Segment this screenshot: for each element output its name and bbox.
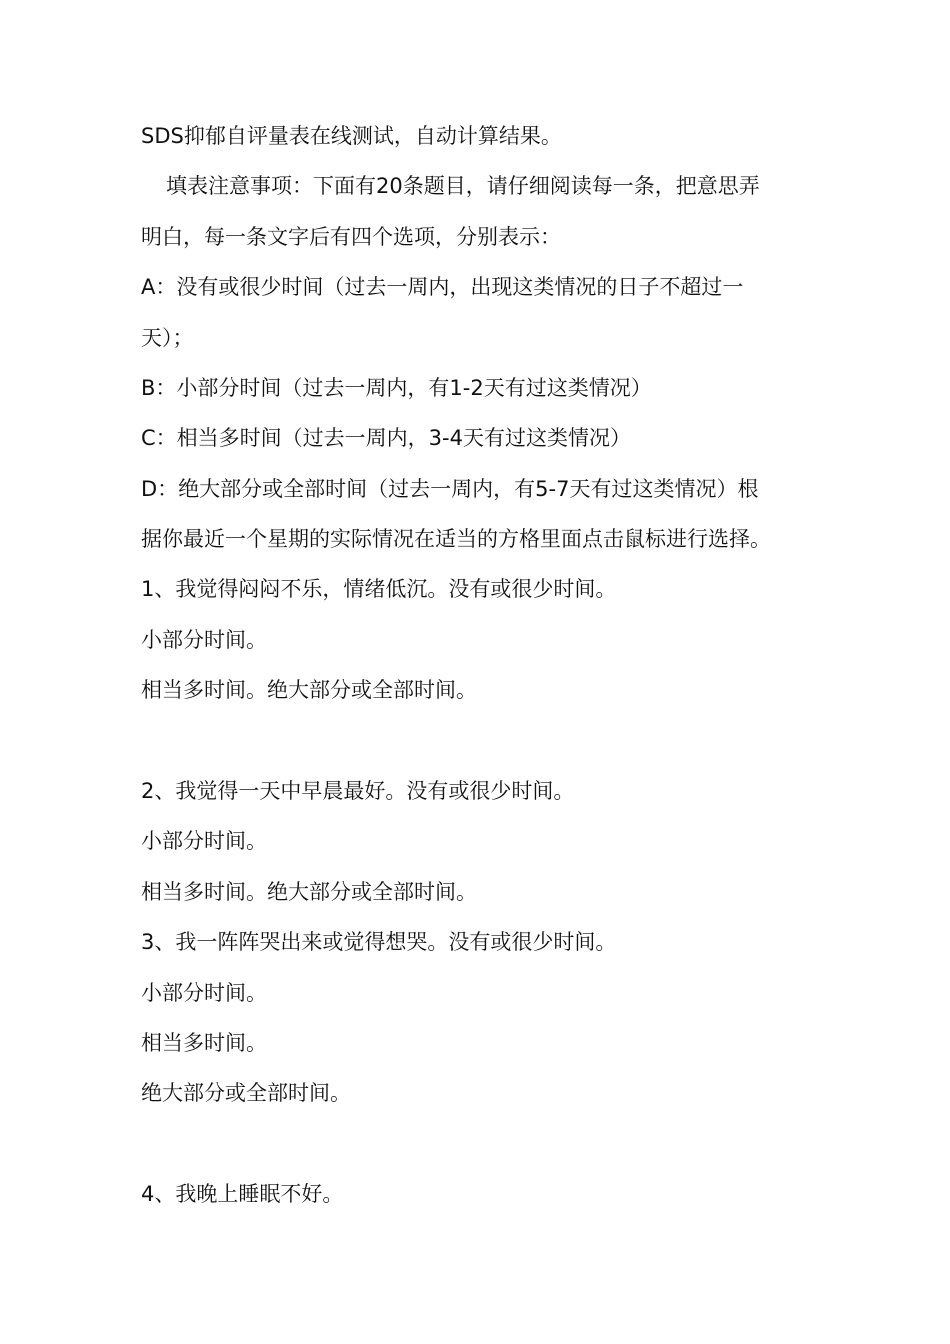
option-d-text: D：绝大部分或全部时间（过去一周内，有5-7天有过这类情况）根 <box>141 477 759 501</box>
question-3-option: 小部分时间。 <box>141 981 267 1005</box>
question-3-text: 3、我一阵阵哭出来或觉得想哭。没有或很少时间。 <box>141 930 617 954</box>
question-1-option: 相当多时间。绝大部分或全部时间。 <box>141 678 477 702</box>
question-2-option: 小部分时间。 <box>141 829 267 853</box>
question-2-option: 相当多时间。绝大部分或全部时间。 <box>141 880 477 904</box>
option-b-text: B：小部分时间（过去一周内，有1-2天有过这类情况） <box>141 376 652 400</box>
option-d-text: 据你最近一个星期的实际情况在适当的方格里面点击鼠标进行选择。 <box>141 527 771 551</box>
option-a-text: 天）； <box>141 326 194 350</box>
question-2-text: 2、我觉得一天中早晨最好。没有或很少时间。 <box>141 779 575 803</box>
question-3-option: 绝大部分或全部时间。 <box>141 1081 351 1105</box>
document-title: SDS抑郁自评量表在线测试，自动计算结果。 <box>141 124 562 148</box>
question-1-option: 小部分时间。 <box>141 628 267 652</box>
option-c-text: C：相当多时间（过去一周内，3-4天有过这类情况） <box>141 426 631 450</box>
instructions-text: 填表注意事项：下面有20条题目，请仔细阅读每一条，把意思弄 <box>166 174 760 198</box>
question-1-text: 1、我觉得闷闷不乐，情绪低沉。没有或很少时间。 <box>141 577 617 601</box>
question-4-text: 4、我晚上睡眠不好。 <box>141 1182 344 1206</box>
instructions-text: 明白，每一条文字后有四个选项，分别表示： <box>141 225 561 249</box>
option-a-text: A：没有或很少时间（过去一周内，出现这类情况的日子不超过一 <box>141 275 744 299</box>
question-3-option: 相当多时间。 <box>141 1031 267 1055</box>
